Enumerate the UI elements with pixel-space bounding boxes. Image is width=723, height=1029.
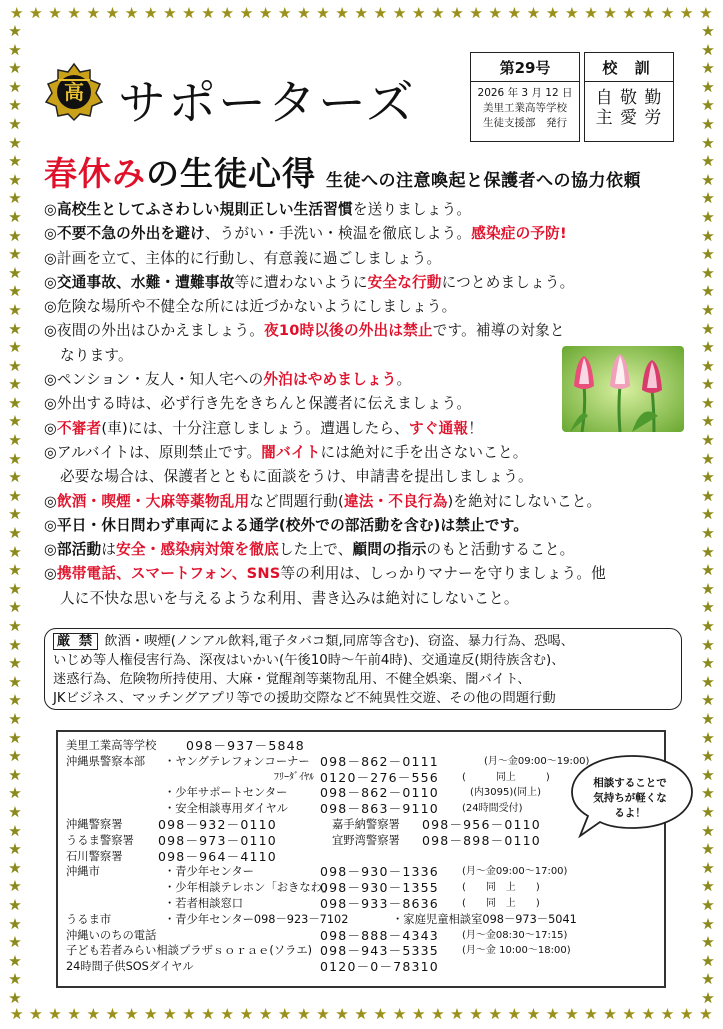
star-icon: ★ <box>8 598 22 617</box>
star-icon: ★ <box>8 375 22 394</box>
star-icon: ★ <box>8 468 22 487</box>
star-icon: ★ <box>86 1005 101 1023</box>
star-icon: ★ <box>373 4 388 22</box>
star-icon: ★ <box>8 207 22 226</box>
star-icon: ★ <box>124 1005 139 1023</box>
star-icon: ★ <box>526 4 541 22</box>
contact-row: 沖縄市 ・青少年センター 098－930－1336 (月～金09:00～17:00) <box>66 864 568 880</box>
star-icon: ★ <box>373 1005 388 1023</box>
star-icon: ★ <box>392 4 407 22</box>
headline-black: の生徒心得 <box>146 154 316 193</box>
motto-line: 主 愛 労 <box>595 108 663 128</box>
star-icon: ★ <box>701 114 715 133</box>
star-icon: ★ <box>701 59 715 78</box>
rule-item: ◎平日・休日問わず車両による通学(校外での部活動を含む)は禁止です。 <box>44 516 529 534</box>
star-icon: ★ <box>277 4 292 22</box>
star-icon: ★ <box>220 4 234 22</box>
rule-item: ◎不審者(車)には、十分注意しましょう。遭遇したら、すぐ通報！ <box>44 419 483 437</box>
star-icon: ★ <box>29 1005 43 1023</box>
star-icon: ★ <box>584 4 598 22</box>
star-icon: ★ <box>8 747 22 766</box>
star-icon: ★ <box>316 4 330 22</box>
star-icon: ★ <box>143 4 158 22</box>
star-icon: ★ <box>8 579 22 598</box>
star-icon: ★ <box>8 282 22 301</box>
star-icon: ★ <box>701 189 715 208</box>
bubble-text: 相談することで 気持ちが軽くな るよ！ <box>593 777 667 819</box>
tulip-flowers-photo <box>562 346 684 432</box>
rule-item: ◎夜間の外出はひかえましょう。夜10時以後の外出は禁止です。補導の対象と <box>44 322 565 340</box>
school-crest-icon <box>44 62 104 122</box>
star-icon: ★ <box>701 802 715 821</box>
star-icon: ★ <box>411 1005 426 1023</box>
contact-row: うるま警察署 098－973－0110 宜野湾警察署 098－898－0110 <box>66 832 541 848</box>
star-icon: ★ <box>450 4 464 22</box>
star-icon: ★ <box>701 40 715 59</box>
star-icon: ★ <box>8 393 22 412</box>
contact-row: ・若者相談窓口 098－933－8636 ( 同 上 ) <box>164 895 540 911</box>
star-icon: ★ <box>701 486 715 505</box>
star-icon: ★ <box>701 338 715 357</box>
star-icon: ★ <box>8 170 22 189</box>
star-icon: ★ <box>701 672 715 691</box>
school-motto-box <box>584 52 674 142</box>
rule-item-continued: 人に不快な思いを与えるような利用、書き込みは絶対にしないこと。 <box>60 589 519 607</box>
rule-item-continued: なります。 <box>60 346 133 364</box>
star-icon: ★ <box>701 654 715 673</box>
star-icon: ★ <box>67 4 81 22</box>
star-icon: ★ <box>701 263 715 282</box>
star-icon: ★ <box>565 4 579 22</box>
star-icon: ★ <box>660 4 675 22</box>
star-icon: ★ <box>701 840 715 859</box>
star-icon: ★ <box>8 635 22 654</box>
star-icon: ★ <box>701 152 715 171</box>
star-icon: ★ <box>701 784 715 803</box>
rule-item: ◎部活動は安全・感染病対策を徹底した上で、顧問の指示のもと活動すること。 <box>44 541 575 559</box>
prohibited-line: JKビジネス、マッチングアプリ等での援助交際など不純異性交遊、その他の問題行動 <box>53 691 556 706</box>
star-icon: ★ <box>335 4 349 22</box>
rule-item: ◎高校生としてふさわしい規則正しい生活習慣を送りましょう。 <box>44 201 472 218</box>
star-icon: ★ <box>105 4 120 22</box>
star-icon: ★ <box>641 4 656 22</box>
star-icon: ★ <box>701 412 715 431</box>
rule-item: ◎ペンション・友人・知人宅への外泊はやめましょう。 <box>44 371 412 389</box>
star-icon: ★ <box>701 133 715 152</box>
star-icon: ★ <box>701 22 715 40</box>
star-icon: ★ <box>8 691 22 710</box>
issue-number: 第29号 <box>471 53 579 82</box>
star-icon: ★ <box>507 1005 522 1023</box>
star-icon: ★ <box>86 4 101 22</box>
star-icon: ★ <box>354 4 368 22</box>
contact-row: 子ども若者みらい相談プラザｓｏｒａｅ(ソラエ) 098－943－5335 (月～金 10:00～18:00) <box>66 943 571 959</box>
star-icon: ★ <box>8 300 22 319</box>
star-icon: ★ <box>701 951 715 970</box>
star-icon: ★ <box>701 933 715 952</box>
contact-row: ﾌﾘｰﾀﾞｲﾔﾙ 0120－276－556 ( 同上 ) <box>274 769 550 785</box>
star-icon: ★ <box>431 1005 445 1023</box>
star-icon: ★ <box>701 356 715 375</box>
prohibited-label: 厳 禁 <box>53 633 98 650</box>
contact-row: ・少年相談テレホン「おきなわ」 098－930－1355 ( 同 上 ) <box>164 880 540 896</box>
star-icon: ★ <box>182 1005 196 1023</box>
star-icon: ★ <box>469 4 483 22</box>
star-icon: ★ <box>701 858 715 877</box>
star-icon: ★ <box>701 970 715 989</box>
star-icon: ★ <box>201 1005 215 1023</box>
contact-row: ・安全相談専用ダイヤル 098－863－9110 (24時間受付) <box>164 801 523 817</box>
star-icon: ★ <box>8 802 22 821</box>
star-icon: ★ <box>701 170 715 189</box>
star-icon: ★ <box>8 59 22 78</box>
star-icon: ★ <box>701 505 715 524</box>
star-icon: ★ <box>701 747 715 766</box>
star-icon: ★ <box>8 356 22 375</box>
prohibited-box <box>44 628 682 710</box>
star-icon: ★ <box>584 1005 598 1023</box>
star-icon: ★ <box>277 1005 292 1023</box>
star-icon: ★ <box>8 263 22 282</box>
star-icon: ★ <box>701 300 715 319</box>
star-icon: ★ <box>450 1005 464 1023</box>
star-icon: ★ <box>392 1005 407 1023</box>
star-icon: ★ <box>701 821 715 840</box>
star-icon: ★ <box>201 4 215 22</box>
prohibited-line: 厳 禁 飲酒・喫煙(ノンアル飲料,電子タバコ類,同席等含む)、窃盗、暴力行為、恐喝、 <box>53 632 673 651</box>
star-icon: ★ <box>163 1005 177 1023</box>
star-icon: ★ <box>701 598 715 617</box>
star-icon: ★ <box>701 617 715 635</box>
star-icon: ★ <box>8 96 22 115</box>
star-icon: ★ <box>297 4 311 22</box>
star-icon: ★ <box>8 672 22 691</box>
star-icon: ★ <box>10 1005 24 1023</box>
star-icon: ★ <box>8 542 22 561</box>
star-icon: ★ <box>8 319 22 338</box>
star-icon: ★ <box>8 895 22 914</box>
headline-red: 春休み <box>44 154 146 193</box>
star-icon: ★ <box>701 77 715 96</box>
contact-row: ・少年サポートセンター 098－862－0110 (内3095)(同上) <box>164 785 542 801</box>
star-icon: ★ <box>701 282 715 301</box>
star-icon: ★ <box>603 4 617 22</box>
star-icon: ★ <box>8 152 22 171</box>
star-icon: ★ <box>679 4 694 22</box>
star-icon: ★ <box>8 821 22 840</box>
star-icon: ★ <box>526 1005 541 1023</box>
contact-row: 沖縄警察署 098－932－0110 嘉手納警察署 098－956－0110 <box>66 816 541 832</box>
star-icon: ★ <box>124 4 139 22</box>
star-icon: ★ <box>8 765 22 784</box>
star-icon: ★ <box>316 1005 330 1023</box>
star-icon: ★ <box>545 1005 560 1023</box>
star-icon: ★ <box>163 4 177 22</box>
star-icon: ★ <box>8 951 22 970</box>
star-icon: ★ <box>335 1005 349 1023</box>
star-icon: ★ <box>701 226 715 245</box>
star-icon: ★ <box>701 468 715 487</box>
star-icon: ★ <box>8 933 22 952</box>
star-border-top <box>0 4 723 26</box>
rule-item: ◎計画を立て、主体的に行動し、有意義に過ごしましょう。 <box>44 249 442 267</box>
svg-text:高: 高 <box>64 80 84 104</box>
issue-date: 2026 年 3 月 12 日 <box>477 87 573 99</box>
star-icon: ★ <box>8 784 22 803</box>
star-icon: ★ <box>701 375 715 394</box>
star-icon: ★ <box>143 1005 158 1023</box>
star-icon: ★ <box>29 4 43 22</box>
star-icon: ★ <box>8 654 22 673</box>
star-icon: ★ <box>701 709 715 728</box>
star-icon: ★ <box>701 988 715 1007</box>
star-icon: ★ <box>699 1005 713 1023</box>
star-icon: ★ <box>701 765 715 784</box>
star-icon: ★ <box>488 4 502 22</box>
motto-line: 自 敬 勤 <box>595 88 663 108</box>
star-icon: ★ <box>641 1005 656 1023</box>
contact-row: 24時間子供SOSダイヤル 0120－0－78310 <box>66 959 439 975</box>
star-icon: ★ <box>701 914 715 933</box>
rule-item: ◎飲酒・喫煙・大麻等薬物乱用など問題行動(違法・不良行為)を絶対にしないこと。 <box>44 492 602 510</box>
star-icon: ★ <box>431 4 445 22</box>
rule-item: ◎危険な場所や不健全な所には近づかないようにしましょう。 <box>44 298 457 316</box>
star-icon: ★ <box>8 486 22 505</box>
star-icon: ★ <box>8 728 22 747</box>
star-icon: ★ <box>701 542 715 561</box>
star-icon: ★ <box>8 226 22 245</box>
star-icon: ★ <box>8 505 22 524</box>
star-icon: ★ <box>10 4 24 22</box>
star-icon: ★ <box>701 207 715 226</box>
rule-item: ◎携帯電話、スマートフォン、SNS等の利用は、しっかりマナーを守りましょう。他 <box>44 565 606 583</box>
star-icon: ★ <box>239 4 254 22</box>
star-icon: ★ <box>8 40 22 59</box>
star-icon: ★ <box>8 114 22 133</box>
star-icon: ★ <box>182 4 196 22</box>
star-icon: ★ <box>701 877 715 896</box>
star-icon: ★ <box>545 4 560 22</box>
star-icon: ★ <box>469 1005 483 1023</box>
contact-row: 美里工業高等学校 098－937－5848 <box>66 738 305 753</box>
star-icon: ★ <box>8 858 22 877</box>
star-icon: ★ <box>488 1005 502 1023</box>
star-icon: ★ <box>8 970 22 989</box>
star-icon: ★ <box>8 709 22 728</box>
contact-row: うるま市 ・青少年センター098－923－7102 ・家庭児童相談室098－973－5041 <box>66 912 577 926</box>
star-icon: ★ <box>701 431 715 450</box>
star-icon: ★ <box>701 635 715 654</box>
star-icon: ★ <box>8 877 22 896</box>
contact-row: 沖縄県警察本部 ・ヤングテレフォンコーナー 098－862－0111 (月～金09:00～19:00) <box>66 753 590 769</box>
star-icon: ★ <box>8 22 22 40</box>
star-icon: ★ <box>8 914 22 933</box>
star-icon: ★ <box>701 691 715 710</box>
star-icon: ★ <box>507 4 522 22</box>
contact-row: 石川警察署 098－964－4110 <box>66 848 277 864</box>
headline-subtitle: 生徒への注意喚起と保護者への協力依頼 <box>326 171 641 191</box>
star-border-right <box>697 22 719 1007</box>
star-icon: ★ <box>258 4 273 22</box>
publisher-dept: 生徒支援部 発行 <box>483 117 567 129</box>
star-icon: ★ <box>701 96 715 115</box>
rule-item: ◎不要不急の外出を避け、うがい・手洗い・検温を徹底しよう。感染症の予防! <box>44 225 567 243</box>
star-border-left <box>4 22 26 1007</box>
star-icon: ★ <box>297 1005 311 1023</box>
star-icon: ★ <box>105 1005 120 1023</box>
star-icon: ★ <box>8 449 22 468</box>
star-icon: ★ <box>8 245 22 264</box>
star-icon: ★ <box>411 4 426 22</box>
rule-item-continued: 必要な場合は、保護者とともに面談をうけ、申請書を提出しましょう。 <box>60 468 533 486</box>
star-icon: ★ <box>701 449 715 468</box>
star-icon: ★ <box>258 1005 273 1023</box>
star-icon: ★ <box>701 561 715 580</box>
star-icon: ★ <box>220 1005 234 1023</box>
star-icon: ★ <box>603 1005 617 1023</box>
newsletter-title: サポーターズ <box>118 75 416 131</box>
star-icon: ★ <box>354 1005 368 1023</box>
star-icon: ★ <box>67 1005 81 1023</box>
rule-item: ◎アルバイトは、原則禁止です。闇バイトには絶対に手を出さないこと。 <box>44 443 528 461</box>
star-icon: ★ <box>701 319 715 338</box>
star-icon: ★ <box>679 1005 694 1023</box>
star-icon: ★ <box>8 412 22 431</box>
star-icon: ★ <box>8 561 22 580</box>
star-icon: ★ <box>699 4 713 22</box>
star-icon: ★ <box>8 617 22 635</box>
prohibited-line: いじめ等人権侵害行為、深夜はいかい(午後10時～午前4時)、交通違反(期待族含む)、 <box>53 653 565 668</box>
star-icon: ★ <box>701 393 715 412</box>
star-icon: ★ <box>48 4 62 22</box>
star-icon: ★ <box>701 579 715 598</box>
rule-item: ◎外出する時は、必ず行き先をきちんと保護者に伝えましょう。 <box>44 395 472 413</box>
star-icon: ★ <box>701 728 715 747</box>
rule-item: ◎交通事故、水難・遭難事故等に遭わないように安全な行動につとめましょう。 <box>44 273 575 291</box>
star-icon: ★ <box>565 1005 579 1023</box>
star-icon: ★ <box>8 133 22 152</box>
star-icon: ★ <box>48 1005 62 1023</box>
star-icon: ★ <box>701 245 715 264</box>
publisher-school: 美里工業高等学校 <box>483 102 567 114</box>
star-icon: ★ <box>701 895 715 914</box>
star-border-bottom <box>0 1005 723 1027</box>
star-icon: ★ <box>8 338 22 357</box>
star-icon: ★ <box>239 1005 254 1023</box>
page-headline <box>44 148 641 195</box>
star-icon: ★ <box>8 840 22 859</box>
contact-row: 沖縄いのちの電話 098－888－4343 (月～金08:30～17:15) <box>66 927 568 943</box>
star-icon: ★ <box>622 1005 636 1023</box>
issue-info-box <box>470 52 580 142</box>
motto-heading: 校 訓 <box>585 53 673 82</box>
prohibited-line: 迷惑行為、危険物所持使用、大麻・覚醒剤等薬物乱用、不健全娯楽、闇バイト、 <box>53 672 531 687</box>
star-icon: ★ <box>8 431 22 450</box>
star-icon: ★ <box>8 77 22 96</box>
star-icon: ★ <box>8 988 22 1007</box>
star-icon: ★ <box>8 189 22 208</box>
star-icon: ★ <box>8 524 22 543</box>
star-icon: ★ <box>660 1005 675 1023</box>
star-icon: ★ <box>701 524 715 543</box>
star-icon: ★ <box>622 4 636 22</box>
